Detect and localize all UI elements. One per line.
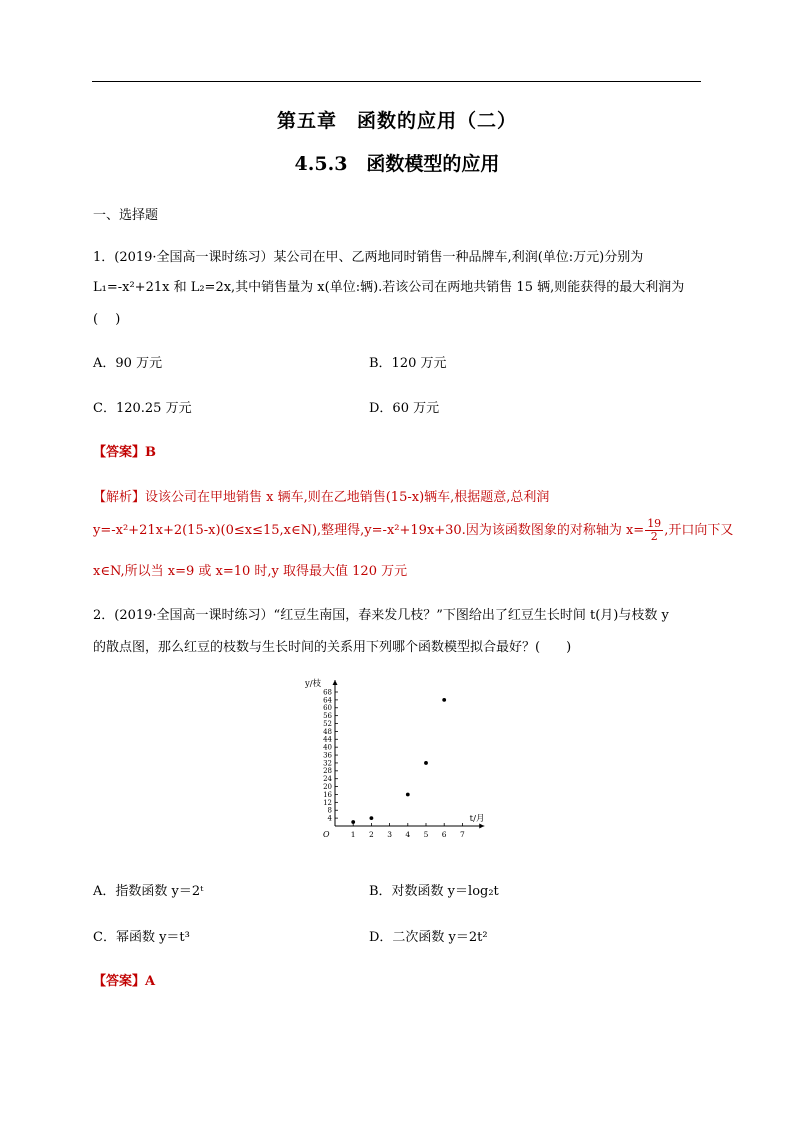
q1-option-b: B．120 万元 [369, 356, 447, 371]
q1-stem-line2: L₁=-x²+21x 和 L₂=2x,其中销售量为 x(单位:辆).若该公司在两地共销售 15 辆,则能获得的最大利润为 [93, 280, 685, 295]
y-tick-label: 48 [323, 727, 332, 736]
data-point [370, 816, 374, 820]
data-point [406, 793, 410, 797]
q2-option-c: C．幂函数 y＝t³ [93, 930, 190, 945]
q1-stem-line1: 1．(2019·全国高一课时练习）某公司在甲、乙两地同时销售一种品牌车,利润(单位:万元)分别为 [93, 250, 644, 265]
data-point [424, 761, 428, 765]
section-heading: 一、选择题 [93, 208, 159, 223]
x-axis-arrow [479, 824, 484, 829]
y-tick-label: 12 [323, 798, 332, 807]
scatter-plot [290, 676, 510, 852]
fraction-denominator: 2 [650, 530, 658, 543]
y-tick-label: 4 [327, 814, 332, 823]
x-tick-label: 5 [423, 830, 429, 839]
q2-stem-line2: 的散点图，那么红豆的枝数与生长时间的关系用下列哪个函数模型拟合最好？( ) [93, 640, 572, 655]
fraction-numerator: 19 [647, 517, 662, 530]
symmetry-axis-fraction [645, 518, 663, 543]
x-tick-label: 1 [350, 830, 356, 839]
y-tick-label: 20 [323, 782, 332, 791]
y-tick-label: 28 [323, 767, 332, 776]
q2-option-b: B．对数函数 y＝log₂t [369, 884, 499, 899]
y-tick-label: 36 [323, 751, 332, 760]
q1-explanation-line2-pre: y=-x²+21x+2(15-x)(0≤x≤15,x∈N),整理得,y=-x²+19x+30.因为该函数图象的对称轴为 x= [93, 523, 645, 538]
q1-option-c: C．120.25 万元 [93, 401, 192, 416]
q1-explanation-line1: 【解析】设该公司在甲地销售 x 辆车,则在乙地销售(15-x)辆车,根据题意,总利润 [93, 490, 550, 505]
y-axis-arrow [333, 680, 338, 685]
y-tick-label: 8 [327, 806, 332, 815]
y-tick-label: 52 [323, 719, 332, 728]
q1-explanation-line2-post: ,开口向下又 [664, 523, 734, 538]
x-axis-label: t/月 [469, 814, 485, 824]
q1-stem-line3: ( ) [93, 312, 121, 327]
y-tick-label: 68 [323, 688, 332, 697]
y-tick-label: 56 [323, 712, 332, 721]
x-tick-label: 7 [460, 830, 465, 839]
q2-option-d: D．二次函数 y＝2t² [369, 930, 488, 945]
x-tick-label: 6 [441, 830, 447, 839]
y-tick-label: 64 [323, 696, 332, 705]
q2-option-a: A．指数函数 y＝2ᵗ [93, 884, 204, 899]
y-tick-label: 40 [323, 743, 332, 752]
y-tick-label: 32 [323, 759, 332, 768]
y-tick-label: 16 [323, 790, 332, 799]
q1-answer: 【答案】B [93, 445, 156, 460]
q1-explanation-line2 [93, 518, 733, 543]
x-tick-label: 4 [405, 830, 411, 839]
origin-label: O [323, 830, 330, 839]
x-tick-label: 3 [387, 830, 392, 839]
q1-option-a: A．90 万元 [93, 356, 163, 371]
q2-answer: 【答案】A [93, 974, 156, 989]
q2-stem-line1: 2．(2019·全国高一课时练习）“红豆生南国，春来发几枝？”下图给出了红豆生长时间 t(月)与枝数 y [93, 608, 669, 623]
data-point [351, 820, 355, 824]
y-axis-label: y/枝 [305, 679, 322, 689]
y-tick-label: 24 [323, 775, 332, 784]
q1-option-d: D．60 万元 [369, 401, 440, 416]
y-tick-label: 60 [323, 704, 332, 713]
x-tick-label: 2 [369, 830, 374, 839]
data-point [442, 698, 446, 702]
section-title: 4.5.3 函数模型的应用 [294, 153, 500, 175]
header-rule [92, 81, 701, 82]
y-tick-label: 44 [323, 735, 332, 744]
chapter-title: 第五章 函数的应用（二） [276, 110, 517, 132]
q1-explanation-line3: x∈N,所以当 x=9 或 x=10 时,y 取得最大值 120 万元 [93, 564, 408, 579]
